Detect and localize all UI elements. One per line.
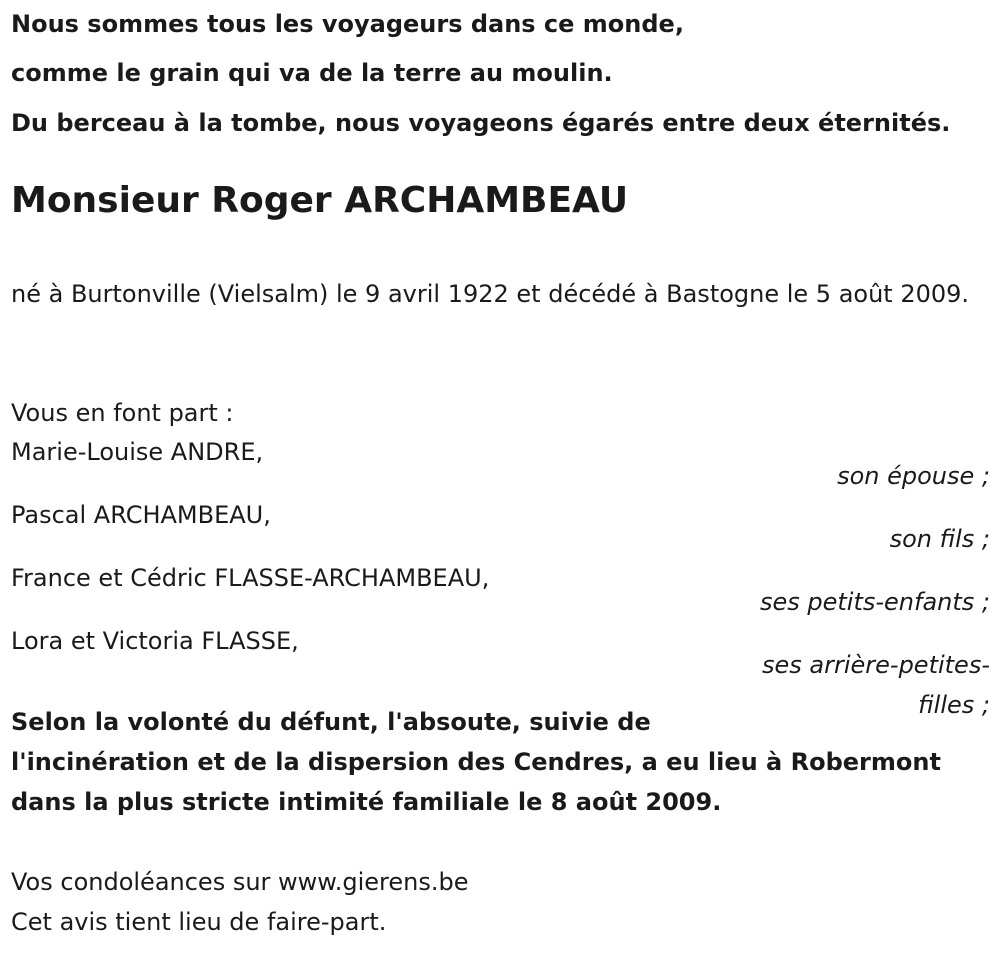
family-member-name: Lora et Victoria FLASSE, bbox=[11, 627, 299, 655]
family-member-name: France et Cédric FLASSE-ARCHAMBEAU, bbox=[11, 564, 490, 592]
ceremony-line-1: Selon la volonté du défunt, l'absoute, suivie de bbox=[11, 708, 651, 736]
condolences-text: Vos condoléances sur www.gierens.be bbox=[11, 868, 469, 896]
ceremony-text bbox=[11, 702, 941, 822]
ceremony-line-3: dans la plus stricte intimité familiale le 8 août 2009. bbox=[11, 788, 722, 816]
deceased-name: Monsieur Roger ARCHAMBEAU bbox=[11, 180, 629, 221]
epigraph-line-1: Nous sommes tous les voyageurs dans ce monde, bbox=[11, 10, 684, 38]
family-member-name: Pascal ARCHAMBEAU, bbox=[11, 501, 271, 529]
family-member-relation: son épouse ; bbox=[837, 462, 990, 490]
birth-death-text: né à Burtonville (Vielsalm) le 9 avril 1922 et décédé à Bastogne le 5 août 2009. bbox=[11, 280, 970, 308]
notice-text: Cet avis tient lieu de faire-part. bbox=[11, 908, 387, 936]
family-member-relation: son fils ; bbox=[889, 525, 990, 553]
ceremony-line-2: l'incinération et de la dispersion des Cendres, a eu lieu à Robermont bbox=[11, 748, 941, 776]
family-member-relation: ses petits-enfants ; bbox=[759, 588, 990, 616]
epigraph-line-3: Du berceau à la tombe, nous voyageons égarés entre deux éternités. bbox=[11, 109, 951, 137]
footer-text bbox=[11, 862, 468, 942]
epigraph-line-2: comme le grain qui va de la terre au moulin. bbox=[11, 59, 613, 87]
announcement-intro: Vous en font part : bbox=[11, 399, 234, 427]
family-member-name: Marie-Louise ANDRE, bbox=[11, 438, 264, 466]
family-member-relation: ses arrière-petites-filles ; bbox=[762, 651, 990, 719]
